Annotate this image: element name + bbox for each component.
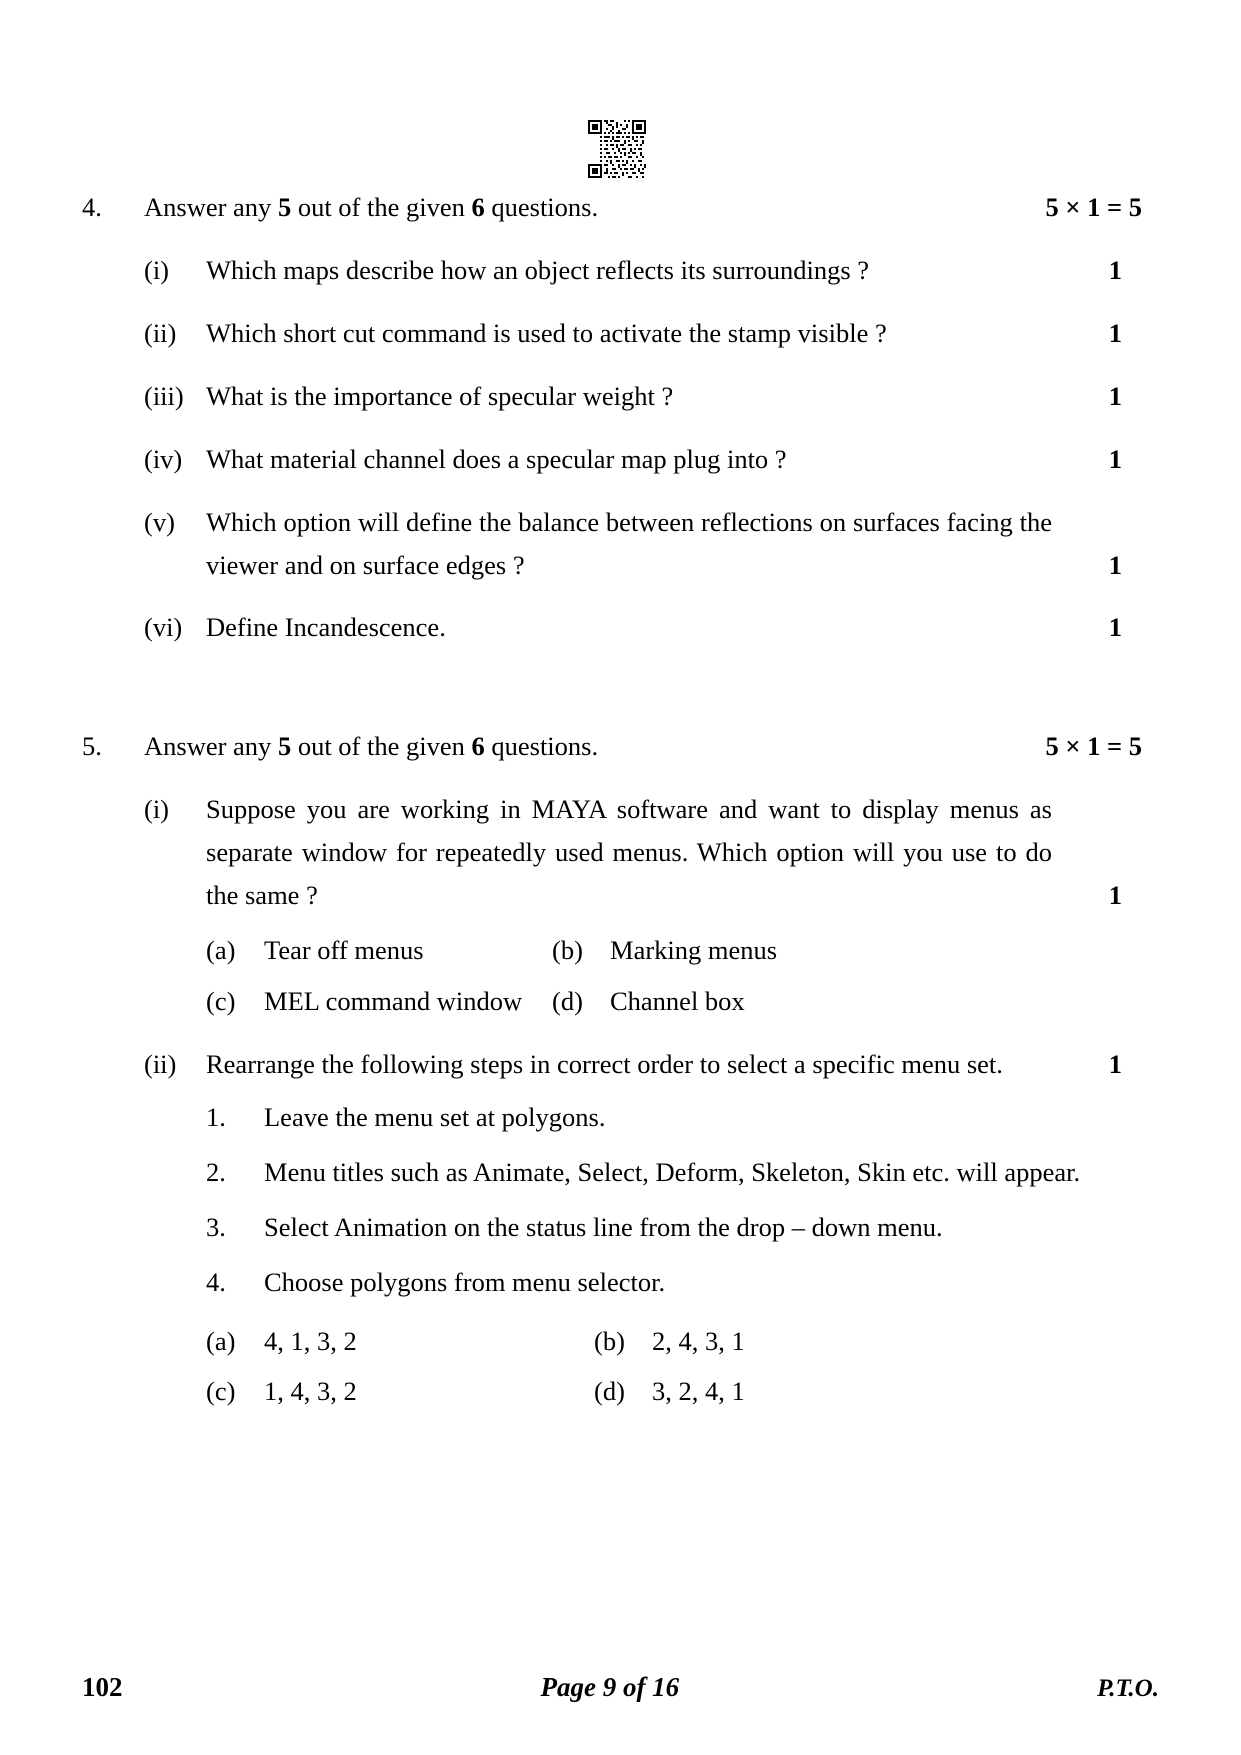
item-label: (iv) bbox=[144, 443, 183, 474]
question-5-prompt bbox=[144, 725, 992, 768]
option-label-b[interactable]: (b) bbox=[552, 935, 583, 966]
option-label-b[interactable]: (b) bbox=[594, 1325, 625, 1356]
q4-prompt-p1: Answer any bbox=[144, 192, 278, 222]
item-text: Suppose you are working in MAYA software and want to display menus as separate window for repeatedly used menus. Which option will you use to do the same ? bbox=[206, 794, 1052, 911]
option-label-c[interactable]: (c) bbox=[206, 985, 236, 1016]
item-text: Define Incandescence. bbox=[206, 612, 446, 643]
item-label: (iii) bbox=[144, 380, 184, 411]
question-4-number: 4. bbox=[82, 192, 102, 222]
item-text: Which short cut command is used to activate the stamp visible ? bbox=[206, 317, 887, 348]
qr-code-icon bbox=[588, 120, 646, 178]
item-text: What material channel does a specular map plug into ? bbox=[206, 443, 787, 474]
step-1 bbox=[206, 1096, 1122, 1139]
option-label-d[interactable]: (d) bbox=[552, 985, 583, 1016]
option-text-a[interactable]: Tear off menus bbox=[264, 935, 424, 966]
step-text: Choose polygons from menu selector. bbox=[264, 1266, 666, 1297]
item-marks: 1 bbox=[1108, 317, 1122, 348]
option-text-c[interactable]: 1, 4, 3, 2 bbox=[264, 1376, 357, 1407]
question-4-item-iii bbox=[144, 375, 1122, 418]
item-text: Which option will define the balance between reflections on surfaces facing the viewer and on surface edges ? bbox=[206, 506, 1052, 580]
option-label-a[interactable]: (a) bbox=[206, 935, 236, 966]
option-label-c[interactable]: (c) bbox=[206, 1376, 236, 1407]
item-label: (i) bbox=[144, 254, 170, 285]
q5-prompt-count-total: 6 bbox=[471, 731, 485, 762]
item-marks: 1 bbox=[1108, 443, 1122, 474]
item-text: Rearrange the following steps in correct order to select a specific menu set. bbox=[206, 1048, 1003, 1079]
step-3 bbox=[206, 1206, 1122, 1249]
question-5-marks: 5 × 1 = 5 bbox=[1045, 731, 1142, 762]
question-4-item-ii bbox=[144, 312, 1122, 355]
item-marks: 1 bbox=[1108, 549, 1122, 580]
question-5-ii-options-row-2 bbox=[206, 1370, 1122, 1413]
question-4-prompt bbox=[144, 186, 992, 229]
question-4-item-v bbox=[144, 501, 1122, 587]
question-4-item-iv bbox=[144, 438, 1122, 481]
option-text-b[interactable]: Marking menus bbox=[610, 935, 778, 966]
paper-code: 102 bbox=[82, 1672, 123, 1702]
option-label-d[interactable]: (d) bbox=[594, 1376, 625, 1407]
item-label: (v) bbox=[144, 506, 175, 537]
item-marks: 1 bbox=[1108, 880, 1122, 911]
question-5-i-options-row-1 bbox=[206, 929, 1122, 972]
option-text-d[interactable]: Channel box bbox=[610, 985, 745, 1016]
q4-prompt-count-any: 5 bbox=[277, 192, 292, 222]
step-text: Leave the menu set at polygons. bbox=[264, 1101, 606, 1132]
option-text-d[interactable]: 3, 2, 4, 1 bbox=[652, 1376, 745, 1407]
item-marks: 1 bbox=[1108, 254, 1122, 285]
item-label: (i) bbox=[144, 794, 170, 825]
step-text: Select Animation on the status line from the drop – down menu. bbox=[264, 1211, 943, 1242]
question-4-item-vi bbox=[144, 606, 1122, 649]
q4-prompt-count-total: 6 bbox=[471, 192, 485, 222]
step-text: Menu titles such as Animate, Select, Deform, Skeleton, Skin etc. will appear. bbox=[264, 1156, 1081, 1187]
item-label: (vi) bbox=[144, 612, 183, 643]
q4-prompt-p5: questions. bbox=[484, 192, 599, 222]
option-text-b[interactable]: 2, 4, 3, 1 bbox=[652, 1325, 745, 1356]
item-text: What is the importance of specular weight ? bbox=[206, 380, 674, 411]
page-number-label: Page 9 of 16 bbox=[540, 1672, 680, 1702]
question-4-item-i bbox=[144, 249, 1122, 292]
step-label: 2. bbox=[206, 1156, 226, 1187]
step-label: 3. bbox=[206, 1211, 226, 1242]
item-label: (ii) bbox=[144, 1048, 177, 1079]
q5-prompt-p5: questions. bbox=[484, 731, 599, 762]
step-4 bbox=[206, 1261, 1122, 1304]
question-5-i-options-row-2 bbox=[206, 980, 1122, 1023]
page-footer bbox=[82, 1672, 1159, 1703]
question-4-header bbox=[82, 186, 1142, 229]
question-5-item-i bbox=[144, 788, 1122, 917]
q5-prompt-p3: out of the given bbox=[291, 731, 472, 762]
pto-label: P.T.O. bbox=[1097, 1675, 1159, 1702]
q4-prompt-p3: out of the given bbox=[291, 192, 472, 222]
question-content bbox=[0, 186, 1241, 1413]
item-marks: 1 bbox=[1108, 612, 1122, 643]
item-marks: 1 bbox=[1108, 1048, 1122, 1079]
item-text: Which maps describe how an object reflects its surroundings ? bbox=[206, 254, 870, 285]
item-label: (ii) bbox=[144, 317, 177, 348]
step-2 bbox=[206, 1151, 1122, 1194]
q5-prompt-count-any: 5 bbox=[277, 731, 292, 762]
step-label: 1. bbox=[206, 1101, 226, 1132]
question-4-marks: 5 × 1 = 5 bbox=[1045, 192, 1142, 222]
question-5-number: 5. bbox=[82, 731, 102, 762]
option-text-c[interactable]: MEL command window bbox=[264, 985, 523, 1016]
q5-prompt-p1: Answer any bbox=[144, 731, 278, 762]
option-label-a[interactable]: (a) bbox=[206, 1325, 236, 1356]
option-text-a[interactable]: 4, 1, 3, 2 bbox=[264, 1325, 357, 1356]
question-5-header bbox=[82, 725, 1142, 768]
item-marks: 1 bbox=[1108, 380, 1122, 411]
step-label: 4. bbox=[206, 1266, 226, 1297]
question-5-ii-options-row-1 bbox=[206, 1320, 1122, 1363]
question-5-item-ii bbox=[144, 1043, 1122, 1086]
